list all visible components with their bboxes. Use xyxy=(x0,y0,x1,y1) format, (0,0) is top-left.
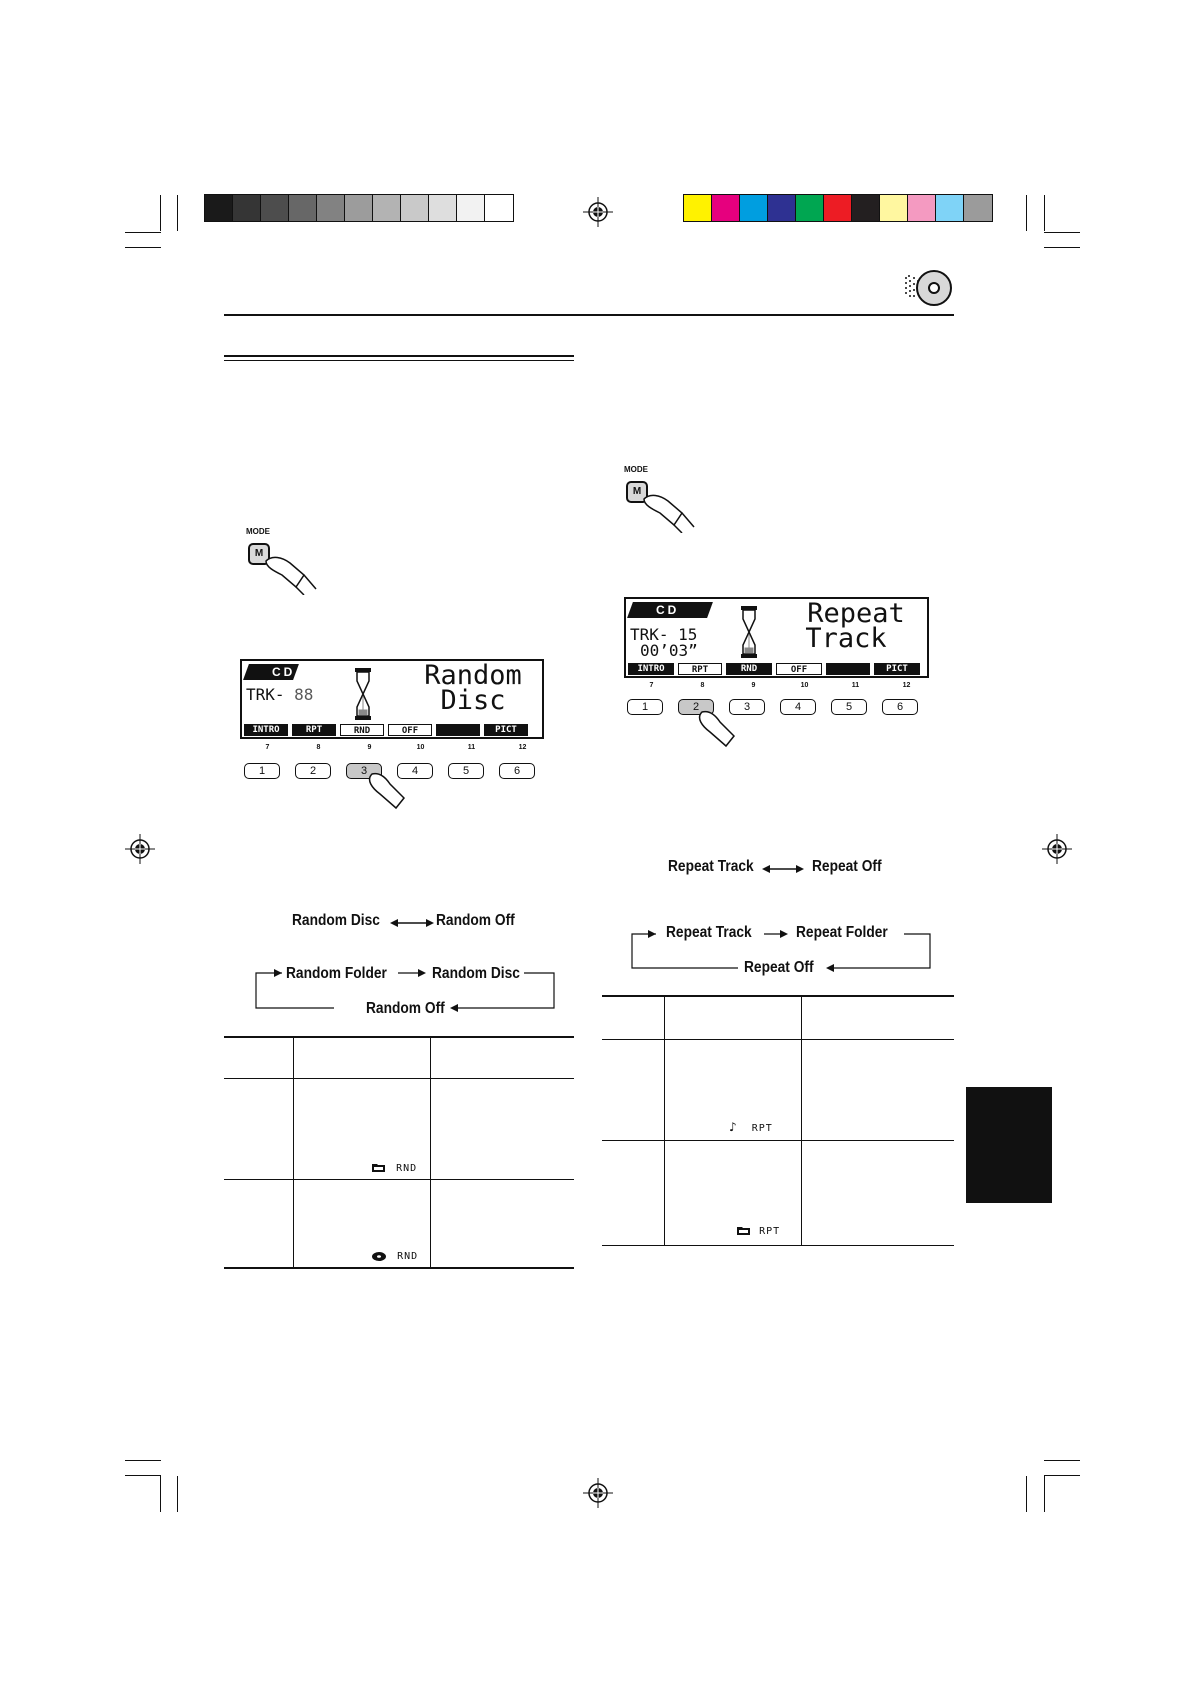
disc-icon xyxy=(372,1252,386,1261)
registration-mark-icon xyxy=(125,834,155,864)
function-key-label xyxy=(436,724,480,736)
crop-mark xyxy=(125,1475,161,1476)
repeat-seq-2-c: Repeat Off xyxy=(744,959,814,976)
preset-button-2[interactable]: 2 xyxy=(678,699,714,715)
crop-mark xyxy=(177,195,178,231)
color-swatch xyxy=(880,195,908,221)
header-rule xyxy=(224,314,954,316)
preset-button-2[interactable]: 2 xyxy=(295,763,331,779)
function-key-number: 10 xyxy=(416,744,425,751)
function-key-number: 12 xyxy=(518,744,527,751)
pressing-finger-icon xyxy=(696,710,742,750)
function-key-label: OFF xyxy=(776,663,822,675)
track-readout: TRK- 15 xyxy=(630,625,698,644)
function-key-numbers xyxy=(242,744,548,751)
lcd-display xyxy=(624,597,929,678)
random-seq-1-b: Random Off xyxy=(436,912,515,929)
mode-label: MODE xyxy=(246,527,270,536)
function-key-label: RND xyxy=(340,724,384,736)
mode-label: MODE xyxy=(624,465,648,474)
crop-mark xyxy=(1044,1475,1080,1476)
table-row xyxy=(224,1179,574,1268)
mode-button[interactable]: M xyxy=(248,543,270,565)
color-swatch xyxy=(936,195,964,221)
function-key-label: INTRO xyxy=(244,724,288,736)
track-number: 88 xyxy=(294,685,314,704)
function-key-number: 8 xyxy=(316,744,321,751)
random-seq-2-b: Random Disc xyxy=(432,965,520,982)
color-swatch xyxy=(429,195,457,221)
folder-icon xyxy=(372,1163,385,1172)
random-mode-table xyxy=(224,1038,574,1268)
color-swatch xyxy=(233,195,261,221)
registration-mark-icon xyxy=(583,197,613,227)
color-swatch xyxy=(768,195,796,221)
crop-mark xyxy=(160,195,161,231)
section-rule xyxy=(224,355,574,357)
repeat-seq-2-a: Repeat Track xyxy=(666,924,752,941)
color-swatch xyxy=(345,195,373,221)
function-key-number: 9 xyxy=(367,744,372,751)
function-key-number: 11 xyxy=(467,744,476,751)
preset-button-5[interactable]: 5 xyxy=(448,763,484,779)
color-swatch xyxy=(852,195,880,221)
mode-button[interactable]: M xyxy=(626,481,648,503)
repeat-mode-table xyxy=(602,997,954,1246)
color-swatch xyxy=(457,195,485,221)
repeat-seq-1-a: Repeat Track xyxy=(668,858,754,875)
function-key-number: 11 xyxy=(851,682,860,689)
color-swatch xyxy=(712,195,740,221)
repeat-seq-2-b: Repeat Folder xyxy=(796,924,888,941)
color-swatch xyxy=(485,195,513,221)
color-swatch xyxy=(908,195,936,221)
color-swatch xyxy=(684,195,712,221)
function-key-numbers xyxy=(626,682,932,689)
display-line-1: Repeat xyxy=(807,598,905,629)
function-key-label: OFF xyxy=(388,724,432,736)
color-swatch xyxy=(205,195,233,221)
registration-mark-icon xyxy=(1042,834,1072,864)
display-line-2: Disc xyxy=(440,685,506,716)
mode-button-illustration xyxy=(240,527,320,597)
function-key-number: 7 xyxy=(649,682,654,689)
indicator-label: RND xyxy=(396,1162,418,1174)
function-key-number: 12 xyxy=(902,682,911,689)
table-bottom-rule xyxy=(224,1267,574,1269)
preset-button-1[interactable]: 1 xyxy=(627,699,663,715)
cd-disc-icon xyxy=(902,268,954,308)
function-key-label: PICT xyxy=(874,663,920,675)
function-key-labels xyxy=(244,724,532,736)
pressing-finger-icon xyxy=(264,553,324,595)
cd-logo: CD xyxy=(243,664,299,680)
function-key-number: 7 xyxy=(265,744,270,751)
preset-button-4[interactable]: 4 xyxy=(780,699,816,715)
hourglass-icon xyxy=(740,605,758,659)
color-swatch xyxy=(824,195,852,221)
table-row xyxy=(602,1140,954,1245)
crop-mark xyxy=(1044,1476,1045,1512)
display-line-2: Track xyxy=(805,623,887,654)
crop-mark xyxy=(1026,195,1027,231)
function-key-label: RPT xyxy=(678,663,722,675)
color-swatch xyxy=(317,195,345,221)
preset-button-4[interactable]: 4 xyxy=(397,763,433,779)
function-key-number: 9 xyxy=(751,682,756,689)
hourglass-icon xyxy=(354,667,372,721)
function-key-label xyxy=(826,663,870,675)
cd-logo: CD xyxy=(627,602,713,618)
color-bar xyxy=(683,194,993,222)
function-key-label: INTRO xyxy=(628,663,674,675)
function-key-labels xyxy=(628,663,924,675)
table-header-row xyxy=(224,1038,574,1078)
color-swatch xyxy=(373,195,401,221)
music-note-icon: ♪ xyxy=(729,1119,737,1134)
color-swatch xyxy=(964,195,992,221)
function-key-number: 10 xyxy=(800,682,809,689)
crop-mark xyxy=(125,1460,161,1461)
pressing-finger-icon xyxy=(366,772,412,812)
display-line-1: Random xyxy=(424,660,522,691)
mode-button-illustration xyxy=(618,465,698,535)
color-swatch xyxy=(796,195,824,221)
preset-button-6[interactable]: 6 xyxy=(499,763,535,779)
crop-mark xyxy=(1044,1460,1080,1461)
table-row xyxy=(602,1039,954,1140)
function-key-number: 8 xyxy=(700,682,705,689)
preset-button-3[interactable]: 3 xyxy=(729,699,765,715)
random-seq-1-a: Random Disc xyxy=(292,912,380,929)
table-header-row xyxy=(602,997,954,1039)
repeat-seq-1-b: Repeat Off xyxy=(812,858,882,875)
function-key-label: RPT xyxy=(292,724,336,736)
preset-button-3[interactable]: 3 xyxy=(346,763,382,779)
registration-mark-icon xyxy=(583,1478,613,1508)
color-swatch xyxy=(261,195,289,221)
table-row xyxy=(224,1078,574,1179)
crop-mark xyxy=(177,1476,178,1512)
crop-mark xyxy=(1044,232,1080,233)
color-swatch xyxy=(740,195,768,221)
double-arrow-icon xyxy=(390,917,434,929)
indicator-label: RPT xyxy=(751,1122,773,1134)
indicator-label: RND xyxy=(397,1251,419,1262)
track-readout: TRK- 88 xyxy=(246,685,314,704)
grayscale-bar xyxy=(204,194,514,222)
function-key-label: PICT xyxy=(484,724,528,736)
section-tab xyxy=(966,1087,1052,1203)
preset-button-6[interactable]: 6 xyxy=(882,699,918,715)
crop-mark xyxy=(125,232,161,233)
double-arrow-icon xyxy=(762,863,804,875)
pressing-finger-icon xyxy=(642,491,702,533)
crop-mark xyxy=(1044,195,1045,231)
indicator-label: RPT xyxy=(759,1225,781,1237)
preset-button-5[interactable]: 5 xyxy=(831,699,867,715)
crop-mark xyxy=(1026,1476,1027,1512)
folder-icon xyxy=(737,1226,750,1235)
elapsed-time: 00’03” xyxy=(640,641,698,660)
crop-mark xyxy=(160,1476,161,1512)
crop-mark xyxy=(1044,247,1080,248)
preset-button-1[interactable]: 1 xyxy=(244,763,280,779)
random-seq-2-a: Random Folder xyxy=(286,965,387,982)
random-seq-2-c: Random Off xyxy=(366,1000,445,1017)
color-swatch xyxy=(289,195,317,221)
function-key-label: RND xyxy=(726,663,772,675)
section-rule xyxy=(224,360,574,361)
crop-mark xyxy=(125,247,161,248)
color-swatch xyxy=(401,195,429,221)
lcd-display xyxy=(240,659,544,739)
